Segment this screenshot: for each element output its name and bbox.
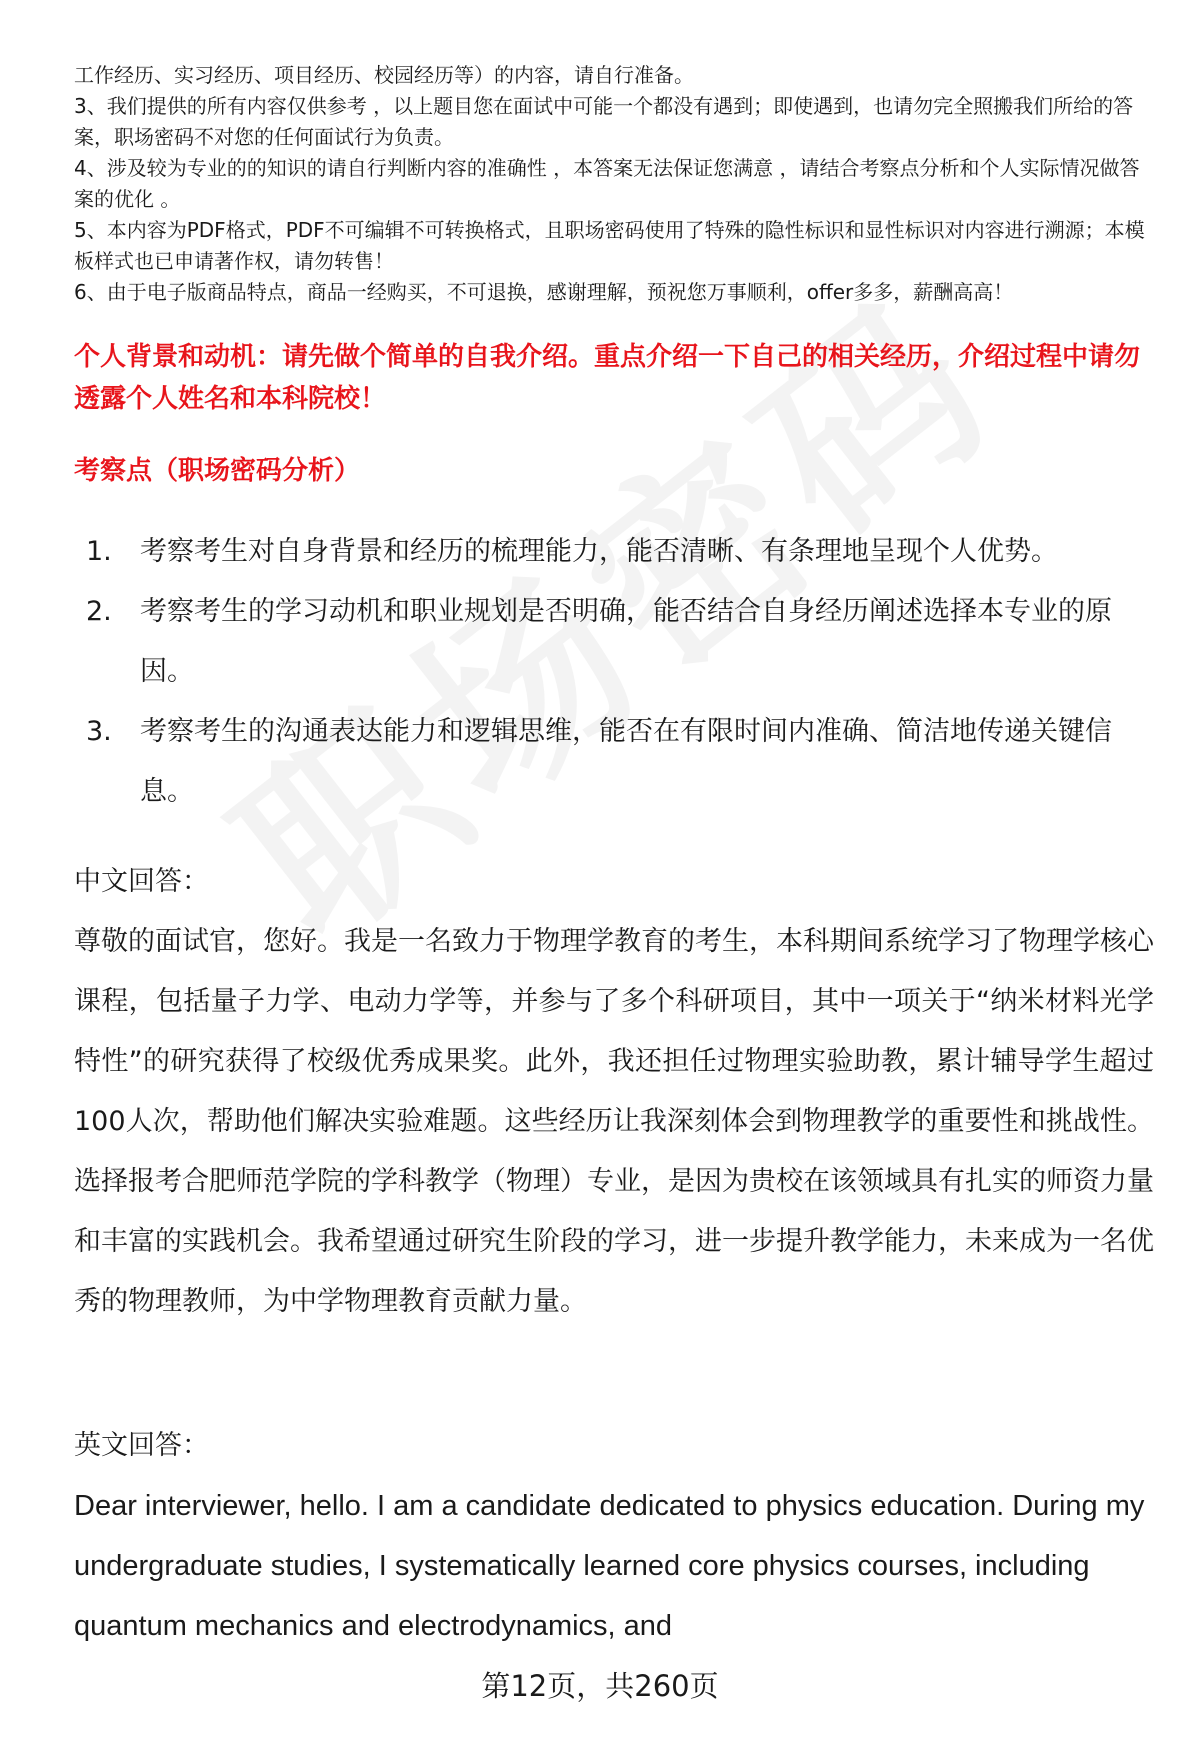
notice-item: 3、我们提供的所有内容仅供参考 ，以上题目您在面试中可能一个都没有遇到；即使遇到，也请勿完全照搬我们所给的答案，职场密码不对您的任何面试行为负责。 [74, 94, 1134, 149]
notice-item: 5、本内容为PDF格式，PDF不可编辑不可转换格式，且职场密码使用了特殊的隐性标识和显性标识对内容进行溯源；本模板样式也已申请著作权，请勿转售！ [74, 218, 1145, 273]
notice-item: 4、涉及较为专业的的知识的请自行判断内容的准确性 ，本答案无法保证您满意 ，请结合考察点分析和个人实际情况做答案的优化 。 [74, 156, 1140, 211]
notice-item: 工作经历、实习经历、项目经历、校园经历等）的内容，请自行准备。 [74, 63, 694, 87]
list-number: 2. [86, 596, 112, 627]
english-answer-text: Dear interviewer, hello. I am a candidate dedicated to physics education. During my undergraduate studies, I systematically learned core physics courses, including quantum mechanics and electrodynamics, and [74, 1490, 1145, 1642]
english-answer-label: 英文回答： [74, 1430, 209, 1461]
list-number: 3. [86, 716, 112, 747]
question-title: 个人背景和动机：请先做个简单的自我介绍。重点介绍一下自己的相关经历，介绍过程中请勿透露个人姓名和本科院校！ [74, 342, 1141, 414]
list-text: 考察考生的学习动机和职业规划是否明确，能否结合自身经历阐述选择本专业的原因。 [140, 596, 1112, 687]
list-item [74, 702, 1154, 822]
list-item [74, 522, 1154, 582]
notice-list [74, 60, 1154, 308]
page-number: 第12页，共260页 [481, 1669, 719, 1703]
assessment-points-list [74, 522, 1154, 822]
list-item [74, 582, 1154, 702]
assessment-points-heading: 考察点（职场密码分析） [74, 456, 361, 486]
list-text: 考察考生对自身背景和经历的梳理能力，能否清晰、有条理地呈现个人优势。 [140, 536, 1058, 567]
list-number: 1. [86, 536, 112, 567]
list-text: 考察考生的沟通表达能力和逻辑思维，能否在有限时间内准确、简洁地传递关键信息。 [140, 716, 1112, 807]
chinese-answer-text: 尊敬的面试官，您好。我是一名致力于物理学教育的考生，本科期间系统学习了物理学核心课程，包括量子力学、电动力学等，并参与了多个科研项目，其中一项关于“纳米材料光学特性”的研究获得了校级优秀成果奖。此外，我还担任过物理实验助教，累计辅导学生超过100人次，帮助他们解决实验难题。这些经历让我深刻体会到物理教学的重要性和挑战性。选择报考合肥师范学院的学科教学（物理）专业，是因为贵校在该领域具有扎实的师资力量和丰富的实践机会。我希望通过研究生阶段的学习，进一步提升教学能力，未来成为一名优秀的物理教师，为中学物理教育贡献力量。 [74, 926, 1154, 1317]
notice-item: 6、由于电子版商品特点，商品一经购买，不可退换，感谢理解，预祝您万事顺利，offer多多，薪酬高高！ [74, 280, 1014, 304]
chinese-answer-label: 中文回答： [74, 866, 209, 897]
